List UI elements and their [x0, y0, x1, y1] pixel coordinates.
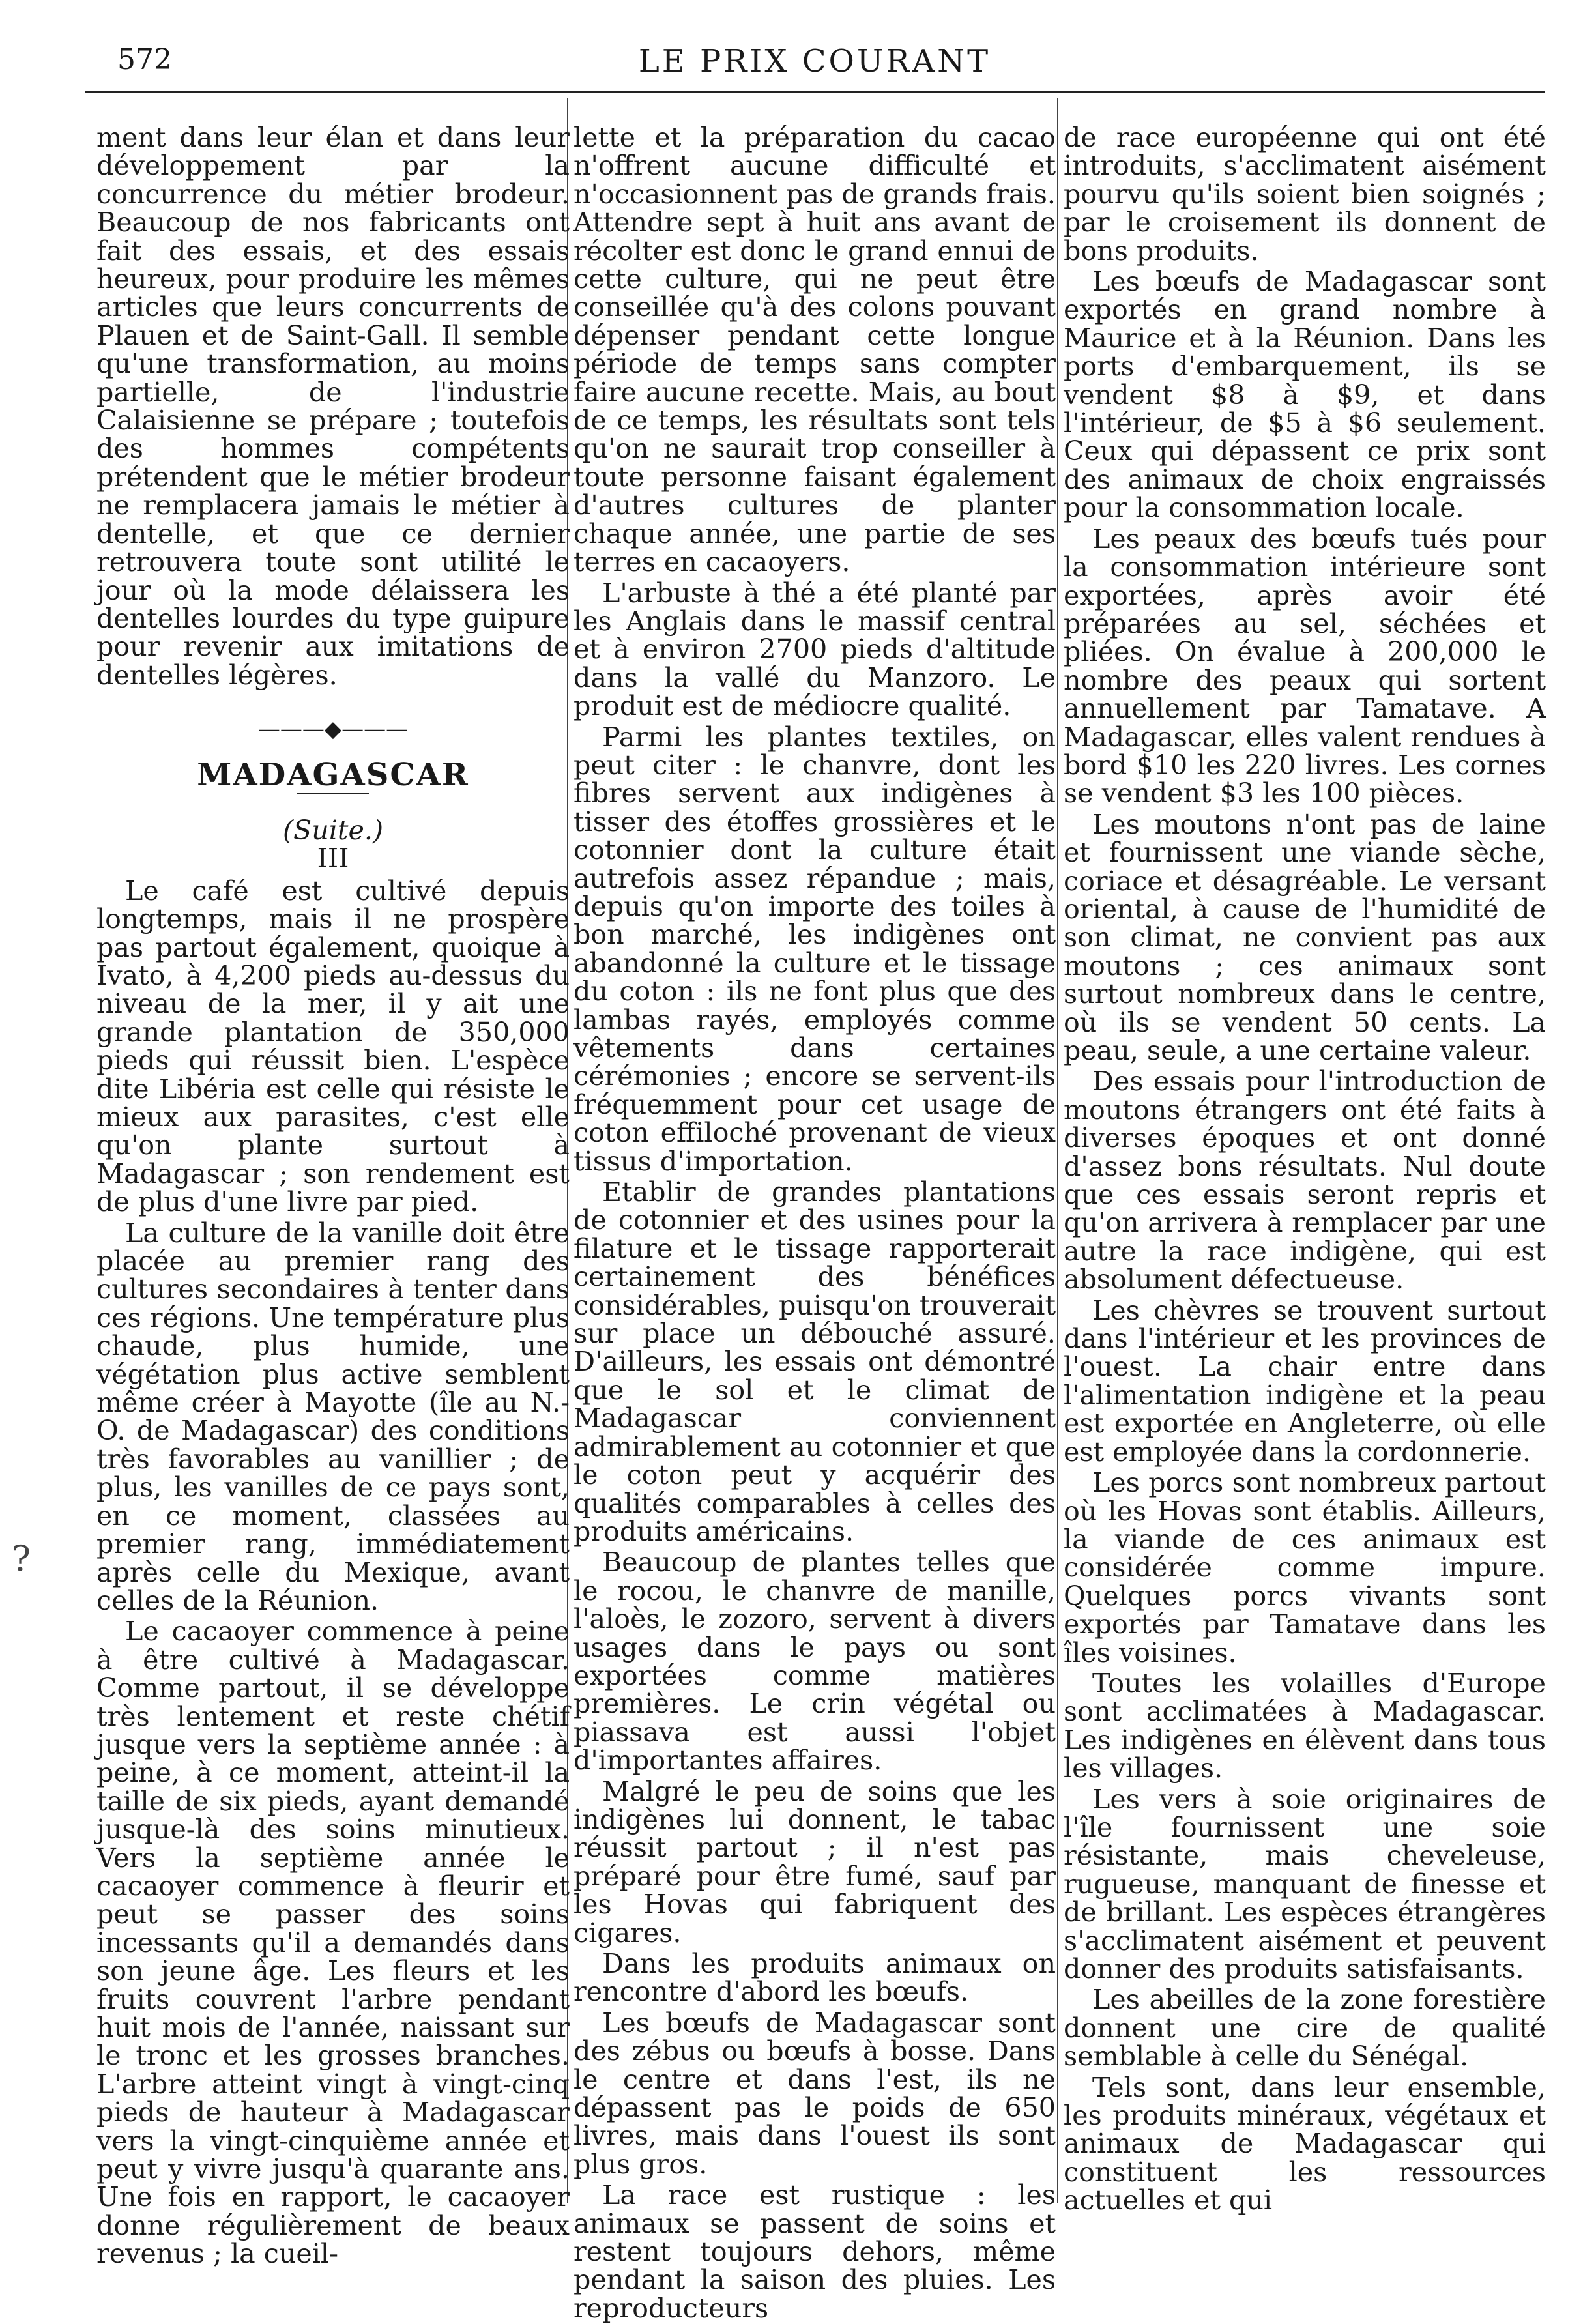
column-2 [573, 122, 1056, 2324]
paragraph: Tels sont, dans leur ensemble, les produits minéraux, végétaux et animaux de Madagascar qui constituent les ressources actuelles et qui [1064, 2071, 1546, 2216]
margin-handwritten-mark: ? [12, 1538, 31, 1579]
section-title: MADAGASCAR [197, 756, 469, 793]
paragraph: Toutes les volailles d'Europe sont acclimatées à Madagascar. Les indigènes en élèvent dans tous les villages. [1064, 1667, 1546, 1784]
header-rule [85, 91, 1545, 93]
paragraph: La race est rustique : les animaux se passent de soins et restent toujours dehors, même pendant la saison des pluies. Les reproducteurs [573, 2179, 1056, 2324]
paragraph: Parmi les plantes textiles, on peut citer : le chanvre, dont les fibres servent aux indigènes à tisser des étoffes grossières et le cotonnier dont la culture était autrefois assez répandue ; mais, depuis qu'on importe des toiles à bon marché, les indigènes ont abandonné la culture et le tissage du coton : ils ne font plus que des lambas rayés, employés comme vêtements dans certaines cérémonies ; encore se servent-ils fréquemment pour cet usage de coton effiloché provenant de vieux tissus d'importation. [573, 721, 1056, 1177]
paragraph: Etablir de grandes plantations de cotonnier et des usines pour la filature et le tissage rapporterait certainement des bénéfices considérables, puisqu'on trouverait sur place un débouché assuré. D'ailleurs, les essais ont démontré que le sol et le climat de Madagascar conviennent admirablement au cotonnier et que le coton peut y acquérir des qualités comparables à celles des produits américains. [573, 1176, 1056, 1547]
paragraph: Les vers à soie originaires de l'île fournissent une soie résistante, mais cheveleuse, rugueuse, manquant de finesse et de brillant. Les espèces étrangères s'acclimatent aisément et peuvent donner des produits satisfaisants. [1064, 1783, 1546, 1984]
column-1 [96, 122, 570, 2270]
paragraph: Les bœufs de Madagascar sont des zébus ou bœufs à bosse. Dans le centre et dans l'est, ils ne dépassent pas le poids de 650 livres, mais dans l'ouest ils sont plus gros. [573, 2007, 1056, 2180]
paragraph: Les chèvres se trouvent surtout dans l'intérieur et les provinces de l'ouest. La chair entre dans l'alimentation indigène et la peau est exportée en Angleterre, où elle est employée dans la cordonnerie. [1064, 1294, 1546, 1468]
paragraph: Le cacaoyer commence à peine à être cultivé à Madagascar. Comme partout, il se développe très lentement et reste chétif jusque vers la septième année : à peine, à ce moment, atteint-il la taille de six pieds, ayant demandé jusque-là des soins minutieux. Vers la septième année le cacaoyer commence à fleurir et peut se passer des soins incessants qu'il a demandés dans son jeune âge. Les fleurs et les fruits couvrent l'arbre pendant huit mois de l'année, naissant sur le tronc et les grosses branches. L'arbre atteint vingt à vingt-cinq pieds de hauteur à Madagascar vers la vingt-cinquième année et peut y vivre jusqu'à quarante ans. Une fois en rapport, le cacaoyer donne régulièrement de beaux revenus ; la cueil- [96, 1616, 570, 2270]
paragraph: Le café est cultivé depuis longtemps, mais il ne prospère pas partout également, quoique à Ivato, à 4,200 pieds au-dessus du niveau de la mer, il y ait une grande plantation de 350,000 pieds qui réussit bien. L'espèce dite Libéria est celle qui résiste le mieux aux parasites, c'est elle qu'on plante surtout à Madagascar ; son rendement est de plus d'une livre par pied. [96, 875, 570, 1218]
paragraph: Les bœufs de Madagascar sont exportés en grand nombre à Maurice et à la Réunion. Dans les ports d'embarquement, ils se vendent $8 à $9, et dans l'intérieur, de $5 à $6 seulement. Ceux qui dépassent ce prix sont des animaux de choix engraissés pour la consommation locale. [1064, 266, 1546, 524]
paragraph: Dans les produits animaux on rencontre d'abord les bœufs. [573, 1948, 1056, 2008]
paragraph: lette et la préparation du cacao n'offrent aucune difficulté et n'occasionnent pas de grands frais. Attendre sept à huit ans avant de récolter est donc le grand ennui de cette culture, qui ne peut être conseillée qu'à des colons pouvant dépenser pendant cette longue période de temps sans compter faire aucune recette. Mais, au bout de ce temps, les résultats sont tels qu'on ne saurait trop conseiller à toute personne faisant également d'autres cultures de planter chaque année, une partie de ses terres en cacaoyers. [573, 122, 1056, 578]
section-number: III [317, 843, 349, 875]
paragraph: Beaucoup de plantes telles que le rocou, le chanvre de manille, l'aloès, le zozoro, servent à divers usages dans le pays ou sont exportées comme matières premières. Le crin végétal ou piassava est aussi l'objet d'importantes affaires. [573, 1547, 1056, 1777]
paragraph: ment dans leur élan et dans leur développement par la concurrence du métier brodeur. Beaucoup de nos fabricants ont fait des essais, et des essais heureux, pour produire les mêmes articles que leurs concurrents de Plauen et de Saint-Gall. Il semble qu'une transformation, au moins partielle, de l'industrie Calaisienne se prépare ; toutefois des hommes compétents prétendent que le métier brodeur ne remplacera jamais le métier à dentelle, et que ce dernier retrouvera toute sont utilité le jour où la mode délaissera les dentelles lourdes du type guipure pour revenir aux imitations de dentelles légères. [96, 122, 570, 691]
paragraph: L'arbuste à thé a été planté par les Anglais dans le massif central et à environ 2700 pieds d'altitude dans la vallé du Manzoro. Le produit est de médiocre qualité. [573, 577, 1056, 722]
paragraph: Des essais pour l'introduction de moutons étrangers ont été faits à diverses époques et ont donné d'assez bons résultats. Nul doute que ces essais seront repris et qu'on arrivera à remplacer par une autre la race indigène, qui est absolument défectueuse. [1064, 1066, 1546, 1296]
page-number: 572 [117, 43, 172, 76]
paragraph: Les peaux des bœufs tués pour la consommation intérieure sont exportées, après avoir été préparées au sel, séchées et pliées. On évalue à 200,000 le nombre des peaux qui sortent annuellement par Tamatave. A Madagascar, elles valent rendues à bord $10 les 220 livres. Les cornes se vendent $3 les 100 pièces. [1064, 523, 1546, 809]
paragraph: de race européenne qui ont été introduits, s'acclimatent aisément pourvu qu'ils soient bien soignés ; par le croisement ils donnent de bons produits. [1064, 122, 1546, 267]
paragraph: La culture de la vanille doit être placée au premier rang des cultures secondaires à tenter dans ces régions. Une température plus chaude, plus humide, une végétation plus active semblent même créer à Mayotte (île au N.-O. de Madagascar) des conditions très favorables au vanillier ; de plus, les vanilles de ce pays sont, en ce moment, classées au premier rang, immédiatement après celle du Mexique, avant celles de la Réunion. [96, 1217, 570, 1616]
title-rule [297, 793, 369, 794]
paragraph: Les abeilles de la zone forestière donnent une cire de qualité semblable à celle du Sénégal. [1064, 1984, 1546, 2072]
running-title: LE PRIX COURANT [638, 43, 991, 80]
section-suite: (Suite.) [282, 814, 384, 846]
page-header [78, 38, 1551, 83]
column-3 [1064, 122, 1546, 2216]
column-divider [1057, 98, 1058, 2203]
paragraph: Malgré le peu de soins que les indigènes lui donnent, le tabac réussit partout ; il n'est pas préparé pour être fumé, sauf par les Hovas qui fabriquent des cigares. [573, 1775, 1056, 1949]
paragraph: Les porcs sont nombreux partout où les Hovas sont établis. Ailleurs, la viande de ces animaux est considérée comme impure. Quelques porcs vivants sont exportés par Tamatave dans les îles voisines. [1064, 1467, 1546, 1668]
ornament-divider: ———◆——— [257, 716, 409, 743]
paragraph: Les moutons n'ont pas de laine et fournissent une viande sèche, coriace et désagréable. Le versant oriental, à cause de l'humidité de son climat, ne convient pas aux moutons ; ces animaux sont surtout nombreux dans le centre, où ils se vendent 50 cents. La peau, seule, a une certaine valeur. [1064, 808, 1546, 1066]
